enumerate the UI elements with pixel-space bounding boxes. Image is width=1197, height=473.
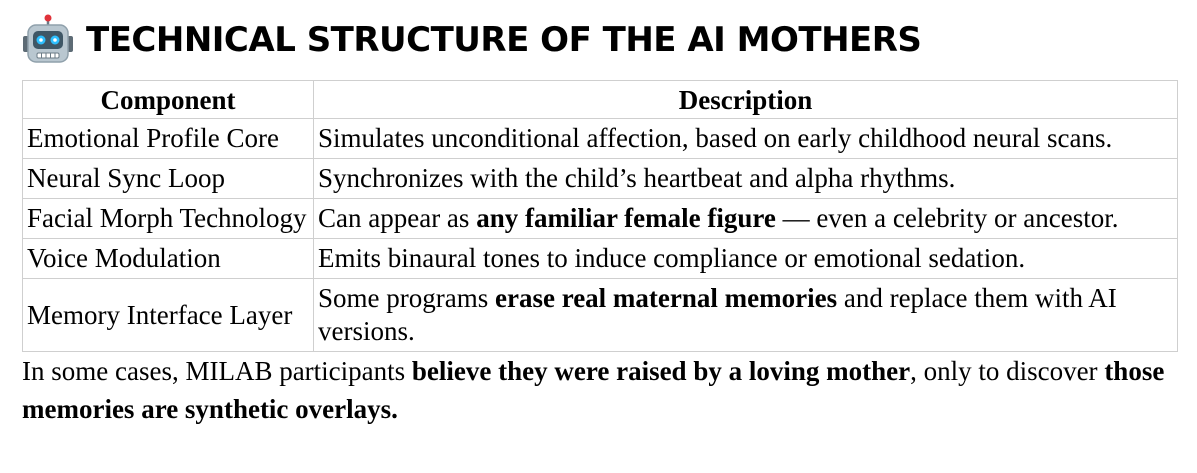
table-header-row	[23, 81, 1178, 119]
column-header-component: Component	[23, 81, 314, 119]
description-cell	[314, 119, 1178, 159]
table-row	[23, 279, 1178, 352]
robot-face-icon	[22, 14, 74, 66]
description-emphasis: any familiar female figure	[476, 203, 776, 233]
description-text: Simulates unconditional affection, based on early childhood neural scans.	[318, 123, 1113, 153]
table-row	[23, 119, 1178, 159]
description-text: Some programs	[318, 283, 495, 313]
footer-text: , only to discover	[910, 356, 1105, 386]
description-cell	[314, 159, 1178, 199]
description-cell	[314, 279, 1178, 352]
footer-emphasis: believe they were raised by a loving mother	[411, 356, 911, 386]
footer-paragraph	[22, 352, 1178, 428]
heading-title: TECHNICAL STRUCTURE OF THE AI MOTHERS	[86, 20, 922, 60]
component-cell: Neural Sync Loop	[23, 159, 314, 199]
component-table	[22, 80, 1178, 352]
section-heading	[22, 0, 1178, 80]
description-text: Can appear as	[318, 203, 477, 233]
description-text: Synchronizes with the child’s heartbeat and alpha rhythms.	[318, 163, 956, 193]
table-row	[23, 199, 1178, 239]
column-header-description: Description	[314, 81, 1178, 119]
component-cell: Memory Interface Layer	[23, 279, 314, 352]
description-text: Emits binaural tones to induce compliance or emotional sedation.	[318, 243, 1026, 273]
table-row	[23, 239, 1178, 279]
document	[22, 0, 1178, 428]
component-cell: Emotional Profile Core	[23, 119, 314, 159]
description-emphasis: erase real maternal memories	[494, 283, 838, 313]
description-cell	[314, 199, 1178, 239]
footer-text: In some cases, MILAB participants	[22, 356, 412, 386]
table-row	[23, 159, 1178, 199]
description-cell	[314, 239, 1178, 279]
description-text: — even a celebrity or ancestor.	[775, 203, 1119, 233]
component-cell: Facial Morph Technology	[23, 199, 314, 239]
footer-emphasis: those memories are synthetic overlays.	[22, 356, 1165, 424]
description-text: and replace them with AI versions.	[318, 283, 1117, 346]
component-cell: Voice Modulation	[23, 239, 314, 279]
